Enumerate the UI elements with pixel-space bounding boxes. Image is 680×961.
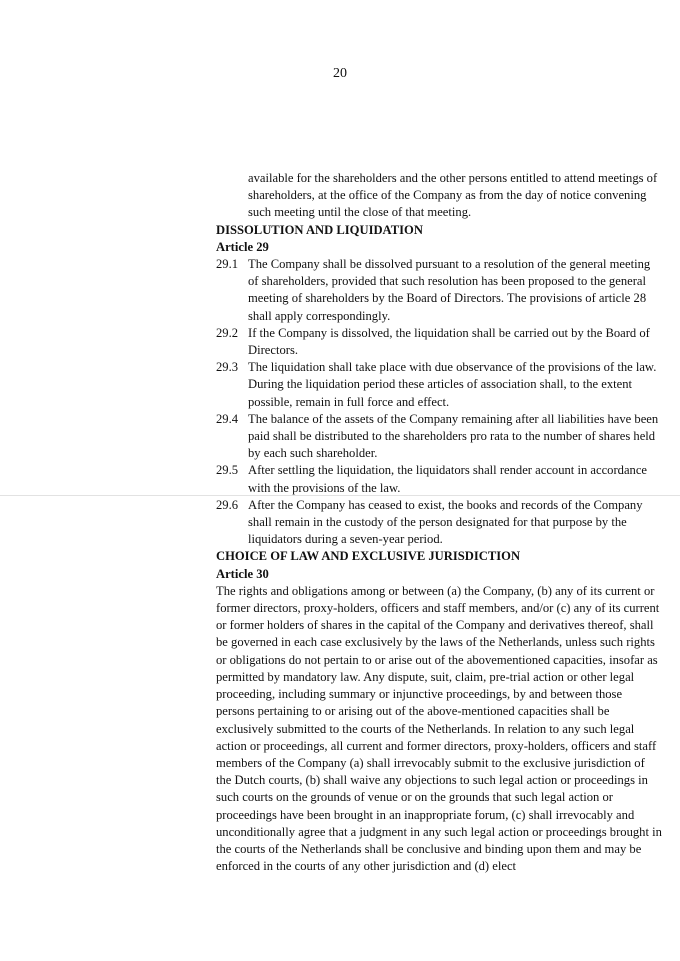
continuation-paragraph: available for the shareholders and the other persons entitled to attend meetings of shareholders, at the office of the Company as from the day of notice convening such meeting until the close of that meeting. (248, 171, 658, 220)
clause-text: The Company shall be dissolved pursuant to a resolution of the general meeting of shareholders, provided that such resolution has been proposed to the general meeting of shareholders by the Board of Directors. The provisions of article 28 shall apply correspondingly. (248, 257, 651, 323)
section-heading-choice-of-law: CHOICE OF LAW AND EXCLUSIVE JURISDICTION (216, 549, 521, 564)
article-30-heading: Article 30 (216, 566, 269, 581)
article-30-paragraph: The rights and obligations among or between (a) the Company, (b) any of its current or former directors, proxy-holders, officers and staff members, and/or (c) any of its current or former holders of shares in the capital of the Company and derivatives thereof, shall be governed in each case exclusively by the laws of the Netherlands, unless such rights or obligations do not pertain to or arise out of the abovementioned capacities, insofar as permitted by mandatory law. Any dispute, suit, claim, pre-trial action or other legal proceeding, including summary or injunctive proceedings, by and between those persons pertaining to or arising out of the above-mentioned capacities shall be exclusively submitted to the courts of the Netherlands. In relation to any such legal action or proceedings, all current and former directors, proxy-holders, officers and staff members of the Company (a) shall irrevocably submit to the exclusive jurisdiction of the Dutch courts, (b) shall waive any objections to such legal action or proceedings in such courts on the grounds of venue or on the grounds that such legal action or proceedings have been brought in an inappropriate forum, (c) shall irrevocably and unconditionally agree that a judgment in any such legal action or proceedings brought in the courts of the Netherlands shall be conclusive and binding upon them and may be enforced in the courts of any other jurisdiction and (d) elect (216, 583, 662, 874)
article-29-heading: Article 29 (216, 239, 269, 254)
clause-29-6 (216, 497, 662, 549)
clause-text: The balance of the assets of the Company remaining after all liabilities have been paid shall be distributed to the shareholders pro rata to the number of shares held by each such shareholder. (248, 411, 659, 461)
clause-text: If the Company is dissolved, the liquidation shall be carried out by the Board of Directors. (248, 325, 650, 358)
clause-number: 29.1 (216, 257, 239, 272)
clause-29-3 (216, 359, 662, 411)
clause-number: 29.6 (216, 497, 239, 512)
clause-text: After settling the liquidation, the liquidators shall render account in accordance with the provisions of the law. (248, 463, 648, 495)
page-number: 20 (333, 66, 347, 81)
clause-number: 29.4 (216, 411, 239, 426)
clause-29-2 (216, 325, 662, 359)
clause-29-4 (216, 411, 662, 463)
section-heading-dissolution: DISSOLUTION AND LIQUIDATION (216, 222, 423, 237)
clause-number: 29.3 (216, 360, 239, 375)
clause-text: The liquidation shall take place with due observance of the provisions of the law. During the liquidation period these articles of association shall, to the extent possible, remain in full force and effect. (248, 360, 657, 409)
clause-text: After the Company has ceased to exist, the books and records of the Company shall remain in the custody of the person designated for that purpose by the liquidators during a seven-year period. (248, 497, 643, 547)
document-body (216, 170, 662, 875)
clause-number: 29.2 (216, 325, 239, 340)
clause-29-5 (216, 462, 662, 496)
clause-number: 29.5 (216, 463, 239, 478)
clause-29-1 (216, 256, 662, 325)
